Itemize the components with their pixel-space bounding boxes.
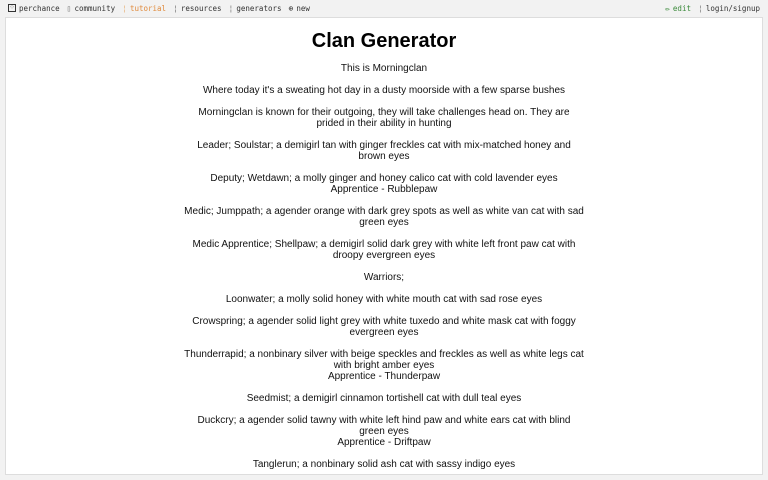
- output-line: Deputy; Wetdawn; a molly ginger and honey calico cat with cold lavender eyes: [210, 173, 558, 184]
- output-line: Tanglerun; a nonbinary solid ash cat with sassy indigo eyes: [252, 459, 516, 470]
- resources-icon: ¦: [173, 3, 178, 13]
- nav-login[interactable]: [698, 4, 760, 13]
- output-line: Morningclan is known for their outgoing, they will take challenges head on. They are prided in their ability in hunting: [198, 107, 570, 129]
- dice-icon: ⁘: [9, 4, 15, 11]
- output-paragraph: [184, 63, 584, 74]
- nav-right: [665, 4, 760, 13]
- output-paragraph: [184, 294, 584, 305]
- output-line: Warriors;: [363, 272, 405, 283]
- output-paragraph: [184, 349, 584, 382]
- output-paragraph: [184, 393, 584, 404]
- output-line: This is Morningclan: [340, 63, 428, 74]
- nav-perchance[interactable]: [8, 4, 60, 13]
- output-paragraph: [184, 415, 584, 448]
- generators-icon: ¦: [228, 3, 234, 13]
- nav-resources[interactable]: [173, 4, 221, 13]
- nav-community[interactable]: [67, 4, 115, 13]
- plus-circle-icon: ⊕: [288, 3, 294, 13]
- output-line: Medic; Jumppath; a agender orange with dark grey spots as well as white van cat with sad green eyes: [184, 206, 584, 228]
- top-nav: [0, 0, 768, 16]
- nav-label: perchance: [19, 3, 60, 13]
- nav-generators[interactable]: [229, 4, 282, 13]
- output-line: Loonwater; a molly solid honey with white mouth cat with sad rose eyes: [225, 294, 543, 305]
- output-paragraph: [184, 272, 584, 283]
- output-paragraph: [184, 206, 584, 228]
- output-line: Medic Apprentice; Shellpaw; a demigirl solid dark grey with white left front paw cat with droopy evergreen eyes: [192, 239, 576, 261]
- output-paragraph: [184, 316, 584, 338]
- output-paragraph: [184, 107, 584, 129]
- pencil-icon: ✏: [665, 3, 670, 13]
- output-line: Thunderrapid; a nonbinary silver with beige speckles and freckles as well as white legs cat with bright amber eyes: [184, 349, 584, 371]
- nav-label: community: [74, 3, 116, 13]
- nav-new[interactable]: [289, 4, 310, 13]
- output-line: Seedmist; a demigirl cinnamon tortishell cat with dull teal eyes: [246, 393, 522, 404]
- output-paragraph: [184, 459, 584, 470]
- output-line: Crowspring; a agender solid light grey with white tuxedo and white mask cat with foggy evergreen eyes: [192, 316, 576, 338]
- tutorial-icon: ¦: [122, 3, 127, 13]
- nav-label: login/signup: [705, 3, 760, 13]
- page-title: Clan Generator: [311, 30, 457, 52]
- output-line: Apprentice - Thunderpaw: [327, 371, 441, 382]
- nav-label: tutorial: [129, 3, 167, 13]
- nav-label: edit: [672, 3, 691, 13]
- generator-output: [5, 17, 763, 475]
- user-icon: ¦: [697, 3, 703, 13]
- nav-left: [8, 4, 310, 13]
- output-line: Duckcry; a agender solid tawny with white left hind paw and white ears cat with blind green eyes: [197, 415, 571, 437]
- nav-label: generators: [236, 3, 282, 13]
- nav-tutorial[interactable]: [122, 4, 166, 13]
- nav-label: new: [296, 3, 310, 13]
- nav-edit[interactable]: [665, 4, 691, 13]
- output-paragraph: [184, 173, 584, 195]
- output-line: Leader; Soulstar; a demigirl tan with ginger freckles cat with mix-matched honey and brown eyes: [197, 140, 571, 162]
- output-paragraph: [184, 239, 584, 261]
- paragraph-list: [6, 63, 762, 470]
- output-paragraph: [184, 140, 584, 162]
- output-paragraph: [184, 85, 584, 96]
- nav-label: resources: [180, 3, 222, 13]
- output-line: Where today it's a sweating hot day in a dusty moorside with a few sparse bushes: [202, 85, 566, 96]
- output-line: Apprentice - Rubblepaw: [330, 184, 438, 195]
- community-icon: ▯: [66, 3, 72, 13]
- output-line: Apprentice - Driftpaw: [337, 437, 431, 448]
